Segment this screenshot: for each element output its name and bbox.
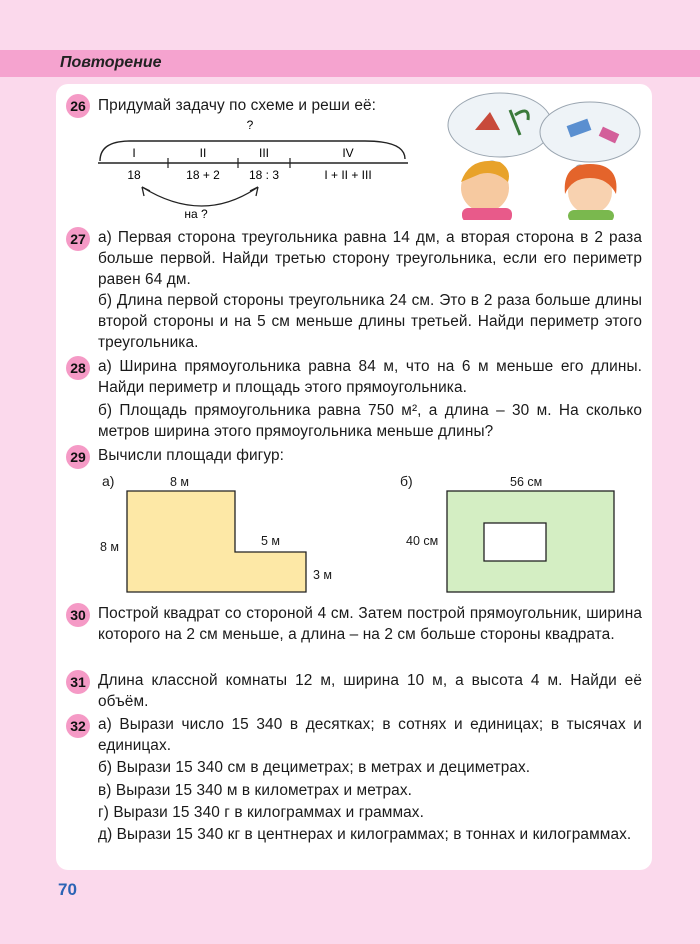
task-32a-text: а) Вырази число 15 340 в десятках; в сотнях и единицах; в тысячах и единицах. xyxy=(98,716,642,754)
children-illustration xyxy=(440,90,645,220)
figure-a-left-dim: 8 м xyxy=(100,540,120,554)
task-32d-text: г) Вырази 15 340 г в килограммах и граммах. xyxy=(98,804,424,821)
figure-a-shape xyxy=(126,490,310,594)
scheme-value-3: 18 : 3 xyxy=(248,168,280,182)
figure-b-shape xyxy=(446,490,616,594)
task-28a-text: а) Ширина прямоугольника равна 84 м, что на 6 м меньше его длины. Найди периметр и площадь этого прямоугольника. xyxy=(98,358,642,396)
thought-bubble-icon xyxy=(448,93,552,157)
inner-rectangle xyxy=(484,523,546,561)
task-26-scheme xyxy=(90,115,420,230)
figure-b-left-dim: 40 см xyxy=(406,534,439,548)
task-number-27: 27 xyxy=(66,227,90,251)
scheme-value-4: I + II + III xyxy=(324,168,372,182)
section-title: Повторение xyxy=(60,54,162,71)
section-band xyxy=(0,50,700,77)
scheme-part-2: II xyxy=(199,146,207,160)
figure-b-label: б) xyxy=(400,473,413,489)
scheme-value-1: 18 xyxy=(127,168,141,182)
task-30-text: Построй квадрат со стороной 4 см. Затем построй прямоугольник, ширина которого на 2 см меньше, а длина – на 2 см больше стороны квадрата. xyxy=(98,605,642,643)
scheme-arc xyxy=(142,187,258,206)
task-number-31: 31 xyxy=(66,670,90,694)
scheme-part-1: I xyxy=(132,146,136,160)
scheme-brace xyxy=(100,141,405,161)
task-32c-text: в) Вырази 15 340 м в километрах и метрах. xyxy=(98,782,412,799)
scheme-question-top: ? xyxy=(246,118,254,132)
task-number-29: 29 xyxy=(66,445,90,469)
scheme-question-bottom: на ? xyxy=(184,207,208,221)
scheme-part-3: III xyxy=(258,146,270,160)
task-27b-text: б) Длина первой стороны треугольника 24 см. Это в 2 раза больше длины второй стороны и на 5 см меньше длины третьей. Найди периметр этого треугольника. xyxy=(98,292,642,351)
task-28b-text: б) Площадь прямоугольника равна 750 м², а длина – 30 м. На сколько метров ширина этого прямоугольника меньше длины? xyxy=(98,402,642,440)
figure-a-step-dim: 5 м xyxy=(261,534,281,548)
page-number: 70 xyxy=(58,880,77,899)
scheme-part-4: IV xyxy=(342,146,354,160)
task-26-text: Придумай задачу по схеме и реши её: xyxy=(98,97,377,114)
task-29-text: Вычисли площади фигур: xyxy=(98,447,285,464)
girl-shirt-icon xyxy=(568,210,614,220)
boy-shirt-icon xyxy=(462,208,512,220)
figure-b-top-dim: 56 см xyxy=(510,475,543,489)
figure-a-label: а) xyxy=(102,473,115,489)
task-31-text: Длина классной комнаты 12 м, ширина 10 м, а высота 4 м. Найди её объём. xyxy=(98,672,642,710)
figure-a-top-dim: 8 м xyxy=(170,475,190,489)
thought-bubble-icon xyxy=(540,102,640,162)
task-number-32: 32 xyxy=(66,714,90,738)
scheme-value-2: 18 + 2 xyxy=(186,168,220,182)
task-32b-text: б) Вырази 15 340 см в дециметрах; в метрах и дециметрах. xyxy=(98,759,531,776)
task-32e-text: д) Вырази 15 340 кг в центнерах и килограммах; в тоннах и килограммах. xyxy=(98,826,632,843)
task-number-30: 30 xyxy=(66,603,90,627)
task-number-26: 26 xyxy=(66,94,90,118)
l-shape xyxy=(127,491,306,592)
figure-a-right-dim: 3 м xyxy=(313,568,333,582)
task-number-28: 28 xyxy=(66,356,90,380)
task-27a-text: а) Первая сторона треугольника равна 14 дм, а вторая сторона в 2 раза больше первой. Найди третью сторону треугольника, если его периметр равен 64 дм. xyxy=(98,229,642,288)
